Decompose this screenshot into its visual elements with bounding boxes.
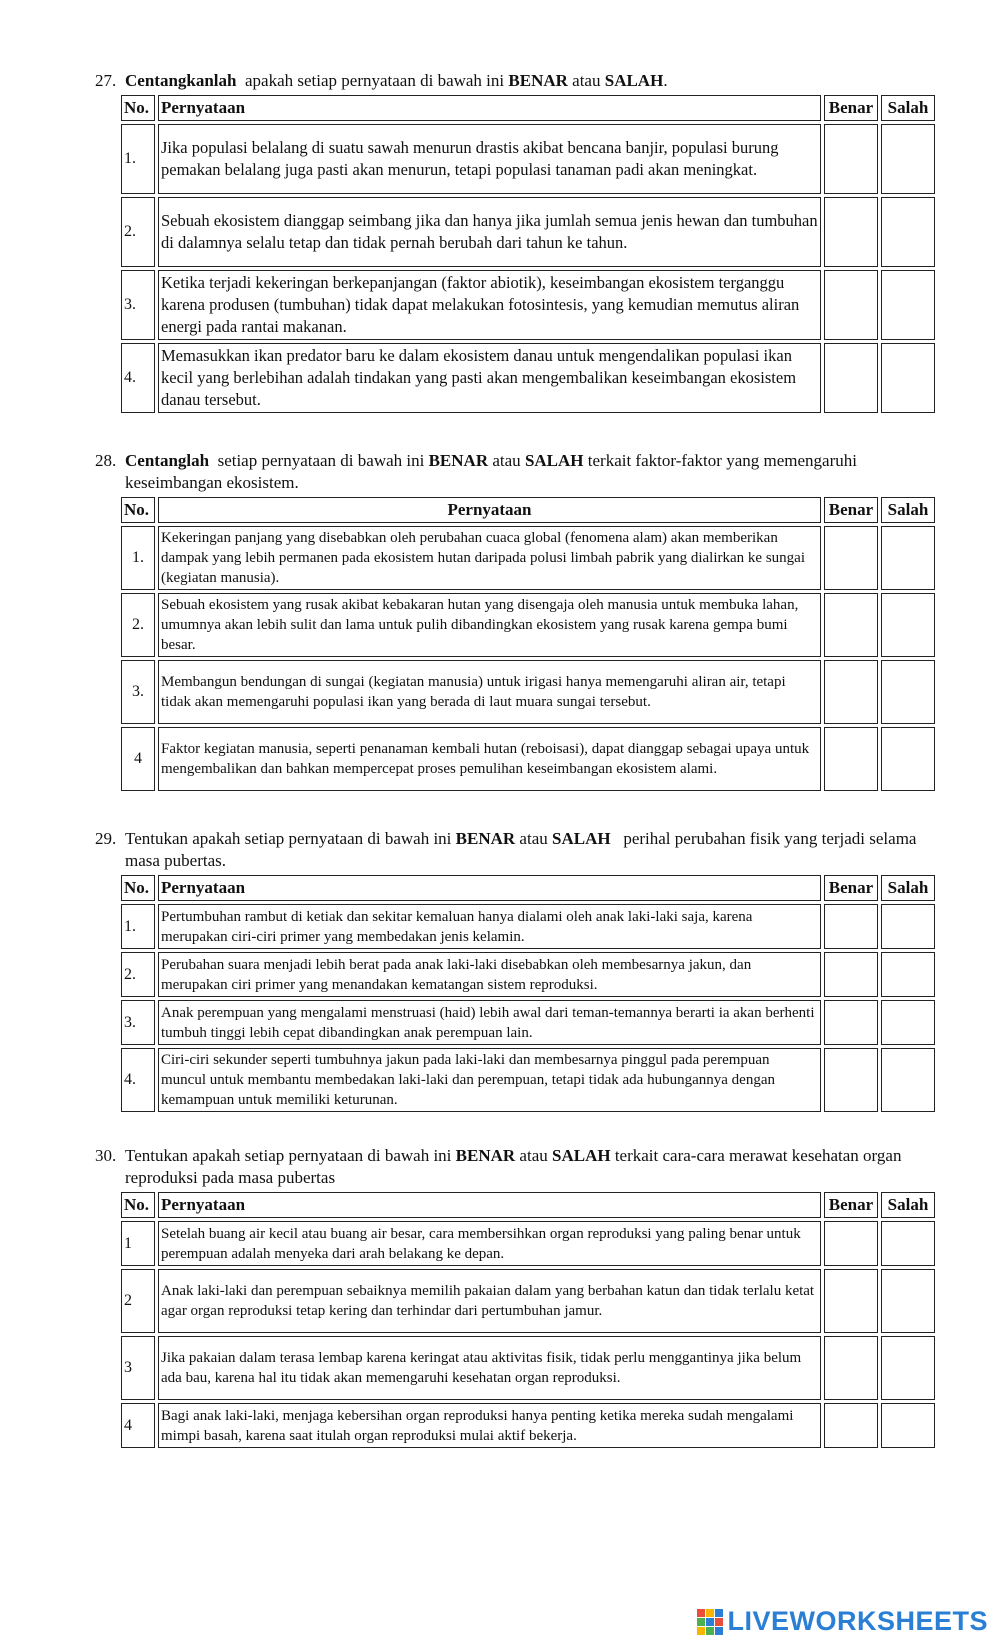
salah-checkbox[interactable] bbox=[881, 197, 935, 267]
statement-text: Jika populasi belalang di suatu sawah menurun drastis akibat bencana banjir, populasi burung pemakan belalang juga pasti akan menurun, tetapi populasi tanaman padi akan meningkat. bbox=[158, 124, 821, 194]
benar-checkbox[interactable] bbox=[824, 1000, 878, 1045]
table-row bbox=[121, 1221, 935, 1266]
benar-checkbox[interactable] bbox=[824, 727, 878, 791]
row-number: 1. bbox=[121, 124, 155, 194]
row-number: 3 bbox=[121, 1336, 155, 1400]
header-benar: Benar bbox=[824, 497, 878, 523]
statement-text: Pertumbuhan rambut di ketiak dan sekitar kemaluan hanya dialami oleh anak laki-laki saja, karena merupakan ciri-ciri primer yang membedakan jenis kelamin. bbox=[158, 904, 821, 949]
salah-checkbox[interactable] bbox=[881, 1000, 935, 1045]
salah-checkbox[interactable] bbox=[881, 660, 935, 724]
benar-checkbox[interactable] bbox=[824, 1048, 878, 1112]
header-no: No. bbox=[121, 1192, 155, 1218]
question-28-prompt: 28. Centanglah setiap pernyataan di bawah ini BENAR atau SALAH terkait faktor-faktor yang memengaruhi keseimbangan ekosistem. bbox=[95, 451, 857, 492]
row-number: 2. bbox=[121, 593, 155, 657]
statement-text: Ketika terjadi kekeringan berkepanjangan (faktor abiotik), keseimbangan ekosistem terganggu karena produsen (tumbuhan) tidak dapat melakukan fotosintesis, yang kemudian memutus aliran energi pada rantai makanan. bbox=[158, 270, 821, 340]
statement-text: Jika pakaian dalam terasa lembap karena keringat atau aktivitas fisik, tidak perlu menggantinya jika belum ada bau, karena hal itu tidak akan memengaruhi kesehatan organ reproduksi. bbox=[158, 1336, 821, 1400]
question-30-prompt: 30. Tentukan apakah setiap pernyataan di bawah ini BENAR atau SALAH terkait cara-cara merawat kesehatan organ reproduksi pada masa pubertas bbox=[95, 1146, 902, 1187]
statement-text: Kekeringan panjang yang disebabkan oleh perubahan cuaca global (fenomena alam) akan memberikan dampak yang lebih permanen pada ekosistem hutan daripada polusi limbah pabrik yang dialirkan ke sungai (kegiatan manusia). bbox=[158, 526, 821, 590]
header-statement: Pernyataan bbox=[158, 95, 821, 121]
row-number: 1. bbox=[121, 526, 155, 590]
statement-text: Membangun bendungan di sungai (kegiatan manusia) untuk irigasi hanya memengaruhi aliran air, tetapi tidak akan memengaruhi populasi ikan yang berada di laut muara sungai tersebut. bbox=[158, 660, 821, 724]
question-number: 27. bbox=[95, 71, 117, 90]
salah-checkbox[interactable] bbox=[881, 952, 935, 997]
question-27 bbox=[95, 70, 935, 416]
liveworksheets-logo[interactable] bbox=[697, 1606, 988, 1637]
table-row bbox=[121, 197, 935, 267]
question-30-table bbox=[118, 1189, 938, 1451]
header-salah: Salah bbox=[881, 875, 935, 901]
table-row bbox=[121, 904, 935, 949]
table-row bbox=[121, 660, 935, 724]
row-number: 1. bbox=[121, 904, 155, 949]
header-statement: Pernyataan bbox=[158, 875, 821, 901]
benar-checkbox[interactable] bbox=[824, 1403, 878, 1448]
header-no: No. bbox=[121, 875, 155, 901]
benar-checkbox[interactable] bbox=[824, 660, 878, 724]
logo-text: LIVEWORKSHEETS bbox=[727, 1606, 988, 1636]
statement-text: Faktor kegiatan manusia, seperti penanaman kembali hutan (reboisasi), dapat dianggap sebagai upaya untuk mengembalikan dan bahkan mempercepat proses pemulihan keseimbangan ekosistem alami. bbox=[158, 727, 821, 791]
header-statement: Pernyataan bbox=[158, 497, 821, 523]
question-27-prompt: 27. Centangkanlah apakah setiap pernyataan di bawah ini BENAR atau SALAH. bbox=[95, 71, 668, 90]
table-row bbox=[121, 1336, 935, 1400]
header-statement: Pernyataan bbox=[158, 1192, 821, 1218]
statement-text: Bagi anak laki-laki, menjaga kebersihan organ reproduksi hanya penting ketika mereka sudah mengalami mimpi basah, karena saat itulah organ reproduksi mulai aktif bekerja. bbox=[158, 1403, 821, 1448]
salah-checkbox[interactable] bbox=[881, 1221, 935, 1266]
salah-checkbox[interactable] bbox=[881, 593, 935, 657]
header-salah: Salah bbox=[881, 1192, 935, 1218]
benar-checkbox[interactable] bbox=[824, 904, 878, 949]
question-29 bbox=[95, 828, 935, 1115]
question-30 bbox=[95, 1145, 935, 1451]
header-benar: Benar bbox=[824, 95, 878, 121]
header-salah: Salah bbox=[881, 497, 935, 523]
question-29-table bbox=[118, 872, 938, 1115]
statement-text: Setelah buang air kecil atau buang air besar, cara membersihkan organ reproduksi yang paling benar untuk perempuan adalah menyeka dari arah belakang ke depan. bbox=[158, 1221, 821, 1266]
question-number: 29. bbox=[95, 829, 117, 848]
logo-grid-icon bbox=[697, 1609, 723, 1635]
salah-checkbox[interactable] bbox=[881, 343, 935, 413]
benar-checkbox[interactable] bbox=[824, 1221, 878, 1266]
question-28 bbox=[95, 450, 935, 794]
row-number: 3. bbox=[121, 660, 155, 724]
table-row bbox=[121, 270, 935, 340]
row-number: 2. bbox=[121, 197, 155, 267]
benar-checkbox[interactable] bbox=[824, 343, 878, 413]
statement-text: Ciri-ciri sekunder seperti tumbuhnya jakun pada laki-laki dan membesarnya pinggul pada perempuan muncul untuk membantu membedakan laki-laki dan perempuan, tetapi tidak ada hubungannya dengan kemampuan untuk memiliki keturunan. bbox=[158, 1048, 821, 1112]
header-salah: Salah bbox=[881, 95, 935, 121]
row-number: 2. bbox=[121, 952, 155, 997]
statement-text: Sebuah ekosistem dianggap seimbang jika dan hanya jika jumlah semua jenis hewan dan tumbuhan di dalamnya selalu tetap dan tidak pernah berubah dari tahun ke tahun. bbox=[158, 197, 821, 267]
header-benar: Benar bbox=[824, 1192, 878, 1218]
benar-checkbox[interactable] bbox=[824, 526, 878, 590]
statement-text: Memasukkan ikan predator baru ke dalam ekosistem danau untuk mengendalikan populasi ikan kecil yang berlebihan adalah tindakan yang pasti akan mengembalikan keseimbangan ekosistem danau tersebut. bbox=[158, 343, 821, 413]
benar-checkbox[interactable] bbox=[824, 270, 878, 340]
benar-checkbox[interactable] bbox=[824, 593, 878, 657]
table-header bbox=[121, 95, 935, 121]
benar-checkbox[interactable] bbox=[824, 952, 878, 997]
table-row bbox=[121, 593, 935, 657]
table-row bbox=[121, 727, 935, 791]
salah-checkbox[interactable] bbox=[881, 904, 935, 949]
salah-checkbox[interactable] bbox=[881, 1048, 935, 1112]
row-number: 1 bbox=[121, 1221, 155, 1266]
header-no: No. bbox=[121, 497, 155, 523]
question-29-prompt: 29. Tentukan apakah setiap pernyataan di bawah ini BENAR atau SALAH perihal perubahan fisik yang terjadi selama masa pubertas. bbox=[95, 829, 921, 870]
statement-text: Sebuah ekosistem yang rusak akibat kebakaran hutan yang disengaja oleh manusia untuk membuka lahan, umumnya akan lebih sulit dan lama untuk pulih dibandingkan ekosistem yang rusak karena gempa bumi besar. bbox=[158, 593, 821, 657]
table-row bbox=[121, 1269, 935, 1333]
salah-checkbox[interactable] bbox=[881, 526, 935, 590]
question-27-table bbox=[118, 92, 938, 416]
table-row bbox=[121, 526, 935, 590]
question-number: 30. bbox=[95, 1146, 117, 1165]
benar-checkbox[interactable] bbox=[824, 124, 878, 194]
salah-checkbox[interactable] bbox=[881, 727, 935, 791]
row-number: 4. bbox=[121, 1048, 155, 1112]
salah-checkbox[interactable] bbox=[881, 1269, 935, 1333]
salah-checkbox[interactable] bbox=[881, 270, 935, 340]
row-number: 4 bbox=[121, 1403, 155, 1448]
benar-checkbox[interactable] bbox=[824, 1269, 878, 1333]
benar-checkbox[interactable] bbox=[824, 197, 878, 267]
header-no: No. bbox=[121, 95, 155, 121]
row-number: 3. bbox=[121, 270, 155, 340]
table-header bbox=[121, 497, 935, 523]
table-header bbox=[121, 1192, 935, 1218]
question-28-table bbox=[118, 494, 938, 794]
table-row bbox=[121, 1000, 935, 1045]
row-number: 4. bbox=[121, 343, 155, 413]
table-row bbox=[121, 124, 935, 194]
header-benar: Benar bbox=[824, 875, 878, 901]
table-header bbox=[121, 875, 935, 901]
row-number: 2 bbox=[121, 1269, 155, 1333]
salah-checkbox[interactable] bbox=[881, 124, 935, 194]
benar-checkbox[interactable] bbox=[824, 1336, 878, 1400]
table-row bbox=[121, 1403, 935, 1448]
table-row bbox=[121, 343, 935, 413]
statement-text: Anak perempuan yang mengalami menstruasi (haid) lebih awal dari teman-temannya berarti ia akan berhenti tumbuh tinggi lebih cepat dibandingkan anak perempuan lain. bbox=[158, 1000, 821, 1045]
salah-checkbox[interactable] bbox=[881, 1403, 935, 1448]
table-row bbox=[121, 952, 935, 997]
statement-text: Perubahan suara menjadi lebih berat pada anak laki-laki disebabkan oleh membesarnya jakun, dan merupakan ciri primer yang menandakan kematangan sistem reproduksi. bbox=[158, 952, 821, 997]
row-number: 3. bbox=[121, 1000, 155, 1045]
question-number: 28. bbox=[95, 451, 117, 470]
salah-checkbox[interactable] bbox=[881, 1336, 935, 1400]
table-row bbox=[121, 1048, 935, 1112]
statement-text: Anak laki-laki dan perempuan sebaiknya memilih pakaian dalam yang berbahan katun dan tidak terlalu ketat agar organ reproduksi tetap kering dan terhindar dari pertumbuhan jamur. bbox=[158, 1269, 821, 1333]
row-number: 4 bbox=[121, 727, 155, 791]
